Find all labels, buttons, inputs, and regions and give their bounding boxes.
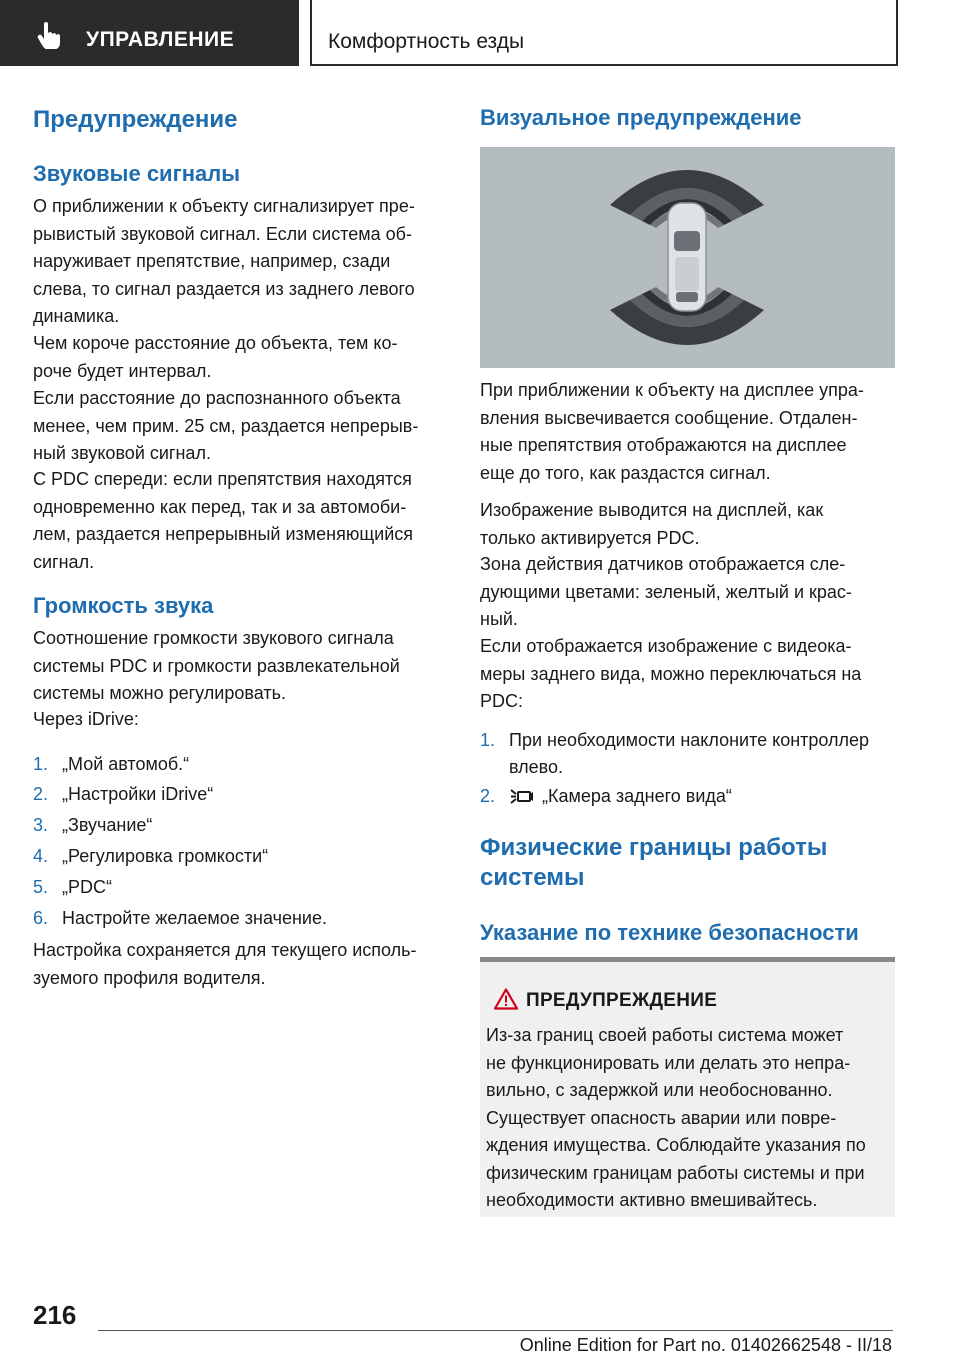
paragraph-sound-4: С PDC спереди: если препятствия находятся одновременно как перед, так и за автомоби- лем, раздается непрерывный изменяющийся сигнал. — [33, 469, 413, 572]
subheading-volume: Громкость звука — [33, 593, 214, 618]
subheading-safety: Указание по технике безопасности — [480, 920, 859, 945]
paragraph-sound-2: Чем короче расстояние до объекта, тем ко- роче будет интервал. — [33, 333, 398, 381]
paragraph-via-idrive: Через iDrive: — [33, 709, 139, 729]
warning-title: ПРЕДУПРЕЖДЕНИЕ — [526, 990, 718, 1011]
footer-divider — [98, 1330, 893, 1331]
paragraph-sound-1: О приближении к объекту сигнализирует пре- рывистый звуковой сигнал. Если система об- наруживает препятствие, например, сзади слева, то сигнал раздается из заднего левого динамика. — [33, 196, 415, 326]
warning-body: Из-за границ своей работы система может не функционировать или делать это непра- вильно, с задержкой или необоснованно. Существует опасность аварии или повре- ждения имущества. Соблюдайте указания по физическим границам работы системы и при необходимости активно вмешивайтесь. — [486, 1025, 866, 1210]
subheading-sound-signals: Звуковые сигналы — [33, 161, 241, 186]
paragraph-visual-2: Изображение выводится на дисплей, как только активируется PDC. — [480, 500, 824, 548]
warning-triangle-icon — [494, 988, 518, 1010]
warning-box — [480, 957, 895, 1217]
footer-edition: Online Edition for Part no. 01402662548 - II/18 — [519, 1335, 892, 1355]
rear-camera-icon — [509, 787, 533, 807]
pointing-hand-icon — [36, 21, 62, 49]
pdc-display-illustration — [480, 147, 895, 368]
paragraph-sound-3: Если расстояние до распознанного объекта менее, чем прим. 25 см, раздается непрерыв- ный звуковой сигнал. — [33, 388, 419, 463]
paragraph-visual-4: Если отображается изображение с видеока- меры заднего вида, можно переключаться на PDC: — [480, 636, 862, 711]
paragraph-visual-1: При приближении к объекту на дисплее упра- вления высвечивается сообщение. Отдален- ные препятствия отображаются на дисплее еще до того, как раздастся сигнал. — [480, 380, 864, 483]
section-tab[interactable] — [0, 0, 299, 66]
paragraph-volume-1: Соотношение громкости звукового сигнала системы PDC и громкости развлекательной системы можно регулировать. — [33, 628, 400, 703]
page-number: 216 — [33, 1300, 77, 1330]
paragraph-visual-3: Зона действия датчиков отображается сле- дующими цветами: зеленый, желтый и крас- ный. — [480, 554, 852, 629]
chapter-header — [310, 0, 898, 66]
paragraph-volume-2: Настройка сохраняется для текущего исполь- зуемого профиля водителя. — [33, 940, 417, 988]
chapter-title: Комфортность езды — [328, 30, 525, 53]
section-heading-warning: Предупреждение — [33, 106, 238, 133]
car-sensor-zones-image — [480, 147, 895, 368]
section-heading-physical-limits: Физические границы работы системы — [480, 834, 828, 891]
section-tab-label: УПРАВЛЕНИЕ — [86, 28, 235, 51]
subheading-visual-warning: Визуальное предупреждение — [480, 105, 802, 130]
